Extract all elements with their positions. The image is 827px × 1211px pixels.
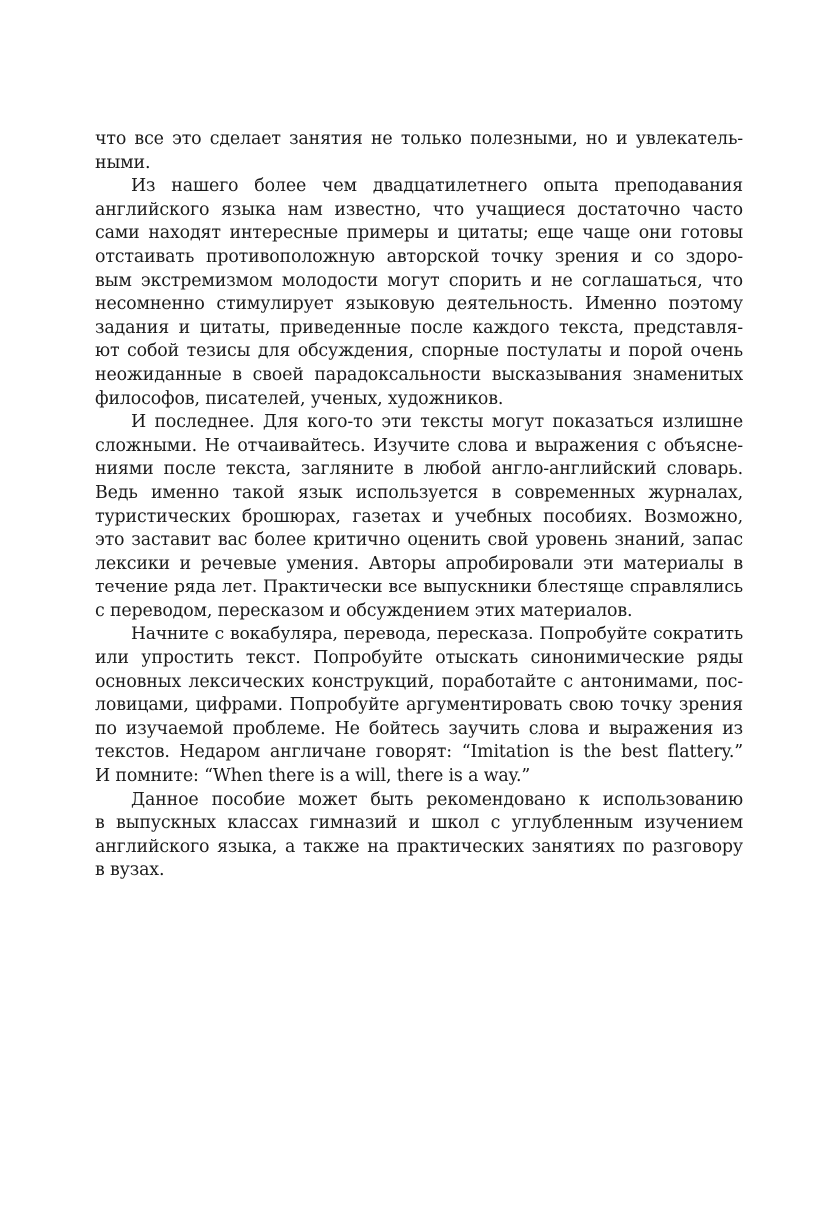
text-line: по изучаемой проблеме. Не бойтесь заучить слова и выражения из [95, 718, 743, 739]
text-line: это заставит вас более критично оценить свой уровень знаний, запас [95, 530, 743, 551]
text-line: несомненно стимулирует языковую деятельность. Именно поэтому [95, 294, 743, 315]
text-line: текстов. Недаром англичане говорят: “Imitation is the best flattery.” [95, 742, 743, 763]
text-line: лексики и речевые умения. Авторы апробировали эти материалы в [95, 553, 743, 574]
text-line: туристических брошюрах, газетах и учебных пособиях. Возможно, [95, 506, 743, 527]
text-line: Начните с вокабуляра, перевода, пересказа. Попробуйте сократить [131, 624, 743, 645]
text-line: неожиданные в своей парадоксальности высказывания знаменитых [95, 364, 743, 385]
text-line: философов, писателей, ученых, художников. [95, 388, 504, 409]
text-line: что все это сделает занятия не только полезными, но и увлекатель- [95, 129, 743, 149]
text-line: ют собой тезисы для обсуждения, спорные постулаты и порой очень [95, 341, 743, 362]
paragraph-experience [95, 175, 743, 411]
page-body [95, 128, 743, 883]
text-line: Ведь именно такой язык используется в современных журналах, [95, 482, 743, 503]
text-line: английского языка, а также на практических занятиях по разговору [95, 836, 743, 857]
paragraph-last-point [95, 411, 743, 623]
text-line: течение ряда лет. Практически все выпускники блестяще справлялись [95, 577, 743, 598]
text-line: или упростить текст. Попробуйте отыскать синонимические ряды [95, 648, 743, 669]
text-line: Данное пособие может быть рекомендовано к использованию [131, 789, 743, 810]
text-line: английского языка нам известно, что учащиеся достаточно часто [95, 199, 743, 220]
text-line: ными. [95, 152, 151, 173]
text-line: ниями после текста, загляните в любой англо-английский словарь. [95, 459, 743, 480]
text-line: сложными. Не отчаивайтесь. Изучите слова и выражения с объясне- [95, 435, 743, 456]
text-line: в выпускных классах гимназий и школ с углубленным изучением [95, 813, 743, 834]
text-line: задания и цитаты, приведенные после каждого текста, представля- [95, 317, 743, 338]
paragraph-advice [95, 623, 743, 788]
text-line: И последнее. Для кого-то эти тексты могут показаться излишне [131, 412, 743, 433]
text-line: сами находят интересные примеры и цитаты; еще чаще они готовы [95, 223, 743, 244]
text-line: вым экстремизмом молодости могут спорить и не соглашаться, что [95, 270, 743, 291]
text-line: ловицами, цифрами. Попробуйте аргументировать свою точку зрения [95, 695, 743, 716]
paragraph-recommendation [95, 789, 743, 883]
text-line: отстаивать противоположную авторской точку зрения и со здоро- [95, 246, 743, 267]
text-line: И помните: “When there is a will, there is a way.” [95, 766, 531, 787]
text-line: Из нашего более чем двадцатилетнего опыта преподавания [131, 176, 743, 197]
text-line: в вузах. [95, 860, 165, 881]
text-line: с переводом, пересказом и обсуждением этих материалов. [95, 600, 633, 621]
paragraph-continuation [95, 128, 743, 175]
text-line: основных лексических конструкций, поработайте с антонимами, пос- [95, 671, 743, 692]
